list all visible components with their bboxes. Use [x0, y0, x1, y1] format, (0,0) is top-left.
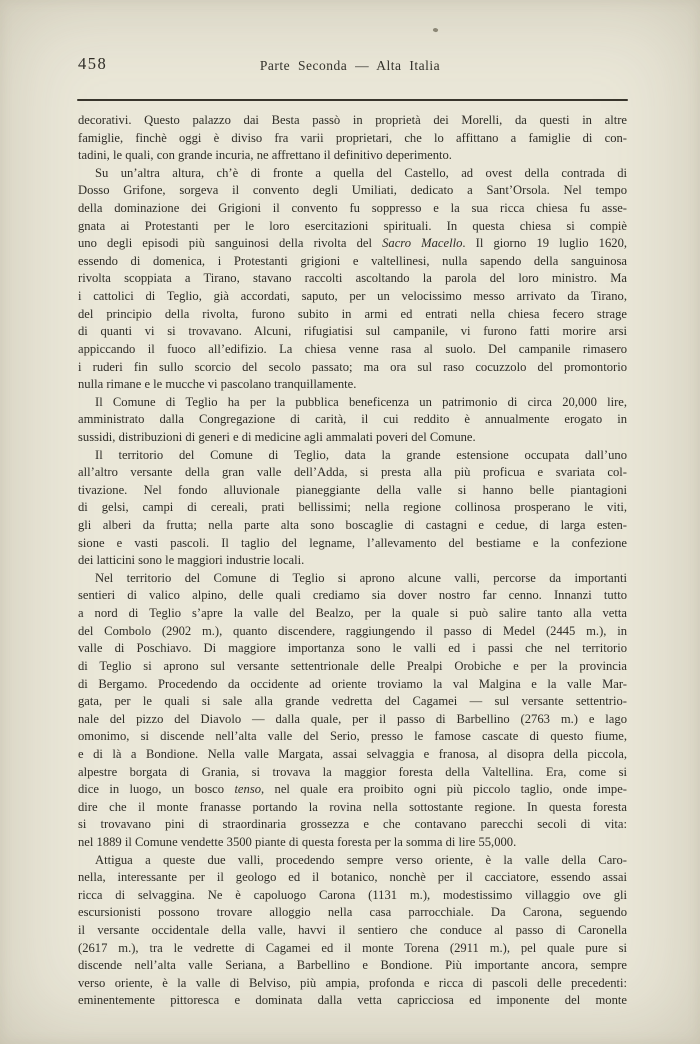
text-line: valle di Poschiavo. Di maggiore importanza sono le valli ed i passi che nel territorio	[78, 641, 627, 656]
text-line: (2617 m.), tra le vedrette di Cagamei ed il monte Torena (2911 m.), pel quale pure si	[78, 940, 627, 955]
text-line: appiccando il fuoco all’edifizio. La chiesa venne rasa al suolo. Del campanile rimasero	[78, 341, 627, 356]
text-line: discende nell’alta valle Seriana, a Barbellino e Bondione. Più importante ancora, sempre	[78, 958, 627, 973]
text-line: della dominazione dei Grigioni il convento fu soppresso e la sua ricca chiesa fu asse-	[78, 201, 627, 216]
text-line: del principio della rivolta, furono subito in armi ed entrati nella chiesa fecero strage	[78, 306, 627, 321]
text-line: essendo di domenica, i Protestanti grigioni e valtellinesi, nulla sapendo della sanguinosa	[78, 253, 627, 268]
text-line: Il Comune di Teglio ha per la pubblica beneficenza un patrimonio di circa 20,000 lire,	[95, 394, 627, 409]
text-line: omonimo, si discende nell’alta valle del Serio, presso le famose cascate di questo fiume,	[78, 729, 627, 744]
text-line: all’altro versante della gran valle dell’Adda, si presta alla più proficua e svariata col-	[78, 465, 627, 480]
text-body	[78, 112, 627, 1010]
text-line: si trovavano pini di straordinaria grossezza e che contavano parecchi secoli di vita:	[78, 817, 627, 832]
paragraph	[78, 394, 627, 447]
text-line: sussidi, distribuzioni di generi e di medicine agli ammalati poveri del Comune.	[78, 429, 476, 444]
text-line: Su un’altra altura, ch’è di fronte a quella del Castello, ad ovest della contrada di	[95, 165, 627, 180]
text-line: Dosso Grifone, sorgeva il convento degli Umiliati, dedicato a Sant’Orsola. Nel tempo	[78, 183, 627, 198]
text-line: i cattolici di Teglio, già accordati, saputo, per un velocissimo messo arrivato da Tirano,	[78, 289, 627, 304]
text-line: i ruderi fin sullo scorcio del secolo passato; ma ora sul raso cocuzzolo del promontorio	[78, 359, 627, 374]
text-line: Il territorio del Comune di Teglio, data la grande estensione occupata dall’uno	[95, 447, 627, 462]
text-line: tadini, le quali, con grande incuria, ne affrettano il definitivo deperimento.	[78, 148, 452, 163]
text-line: e di là a Bondione. Nella valle Margata, assai selvaggia e franosa, al disopra della piccola,	[78, 746, 627, 761]
text-line: di gelsi, campi di cereali, prati bellissimi; nella regione collinosa prosperano le viti,	[78, 500, 627, 515]
text-line: a nord di Teglio s’apre la valle del Bealzo, per la quale si può salire tanto alla vetta	[78, 606, 627, 621]
text-line: sione e vasti pascoli. Il taglio del legname, l’allevamento del bestiame e la confezione	[78, 535, 627, 550]
running-header-title: Parte Seconda — Alta Italia	[259, 58, 441, 73]
text-line: tivazione. Nel fondo alluvionale pianeggiante della valle si hanno belle piantagioni	[78, 482, 627, 497]
text-line: famiglie, finchè oggi è diviso fra varii proprietari, che lo affittano a famiglie di con-	[78, 130, 627, 145]
text-line: del Combolo (2902 m.), quanto discendere, raggiungendo il passo di Medel (2445 m.), in	[78, 623, 627, 638]
text-line: uno degli episodi più sanguinosi della rivolta del Sacro Macello. Il giorno 19 luglio 1620,	[78, 236, 628, 251]
paragraph	[78, 165, 627, 394]
paragraph	[78, 852, 627, 1010]
scan-speck-artifact	[432, 27, 438, 33]
text-line: nulla rimane e le mucche vi pascolano tranquillamente.	[78, 377, 357, 392]
text-line: alpestre borgata di Grania, si trovava la maggior foresta della Valtellina. Era, come si	[78, 764, 627, 779]
text-line: nella, interessante per il geologo ed il botanico, nonchè per il cacciatore, essendo assai	[78, 870, 627, 885]
text-line: il versante occidentale della valle, havvi il sentiero che conduce al passo di Caronella	[78, 923, 627, 938]
text-line: di quanti vi si trovavano. Alcuni, rifugiatisi sul campanile, vi furono fatti morire arsi	[78, 324, 627, 339]
text-line: escursionisti possono trovare alloggio nella casa parrocchiale. Da Carona, seguendo	[78, 905, 627, 920]
text-line: di Teglio si aprono sul versante settentrionale delle Prealpi Orobiche e per la provincia	[78, 658, 627, 673]
text-line: dei latticini sono le maggiori industrie locali.	[78, 553, 305, 568]
text-line: ricca di selvaggina. Ne è capoluogo Carona (1131 m.), modestissimo villaggio ove gli	[78, 887, 627, 902]
paragraph	[78, 112, 627, 165]
text-line: eminentemente pittoresca e dominata dalla vetta capricciosa ed imponente del monte	[78, 993, 627, 1008]
text-line: gnata ai Protestanti per le loro esercitazioni spirituali. In questa chiesa si compiè	[78, 218, 627, 233]
text-line: amministrato dalla Congregazione di carità, il cui reddito è annualmente erogato in	[78, 412, 627, 427]
text-line: rivolta scoppiata a Tirano, stavano raccolti ascoltando la parola del loro ministro. Ma	[78, 271, 627, 286]
text-line: nale del pizzo del Diavolo — dalla quale, per il passo di Barbellino (2763 m.) e lago	[78, 711, 627, 726]
text-line: di Bergamo. Procedendo da occidente ad oriente troviamo la val Malgina e la valle Mar-	[78, 676, 627, 691]
header-rule-divider	[77, 99, 628, 101]
text-line: sentieri di valico alpino, delle quali crediamo sia dover nostro far cenno. Innanzi tutto	[78, 588, 627, 603]
text-line: gli alberi da frutta; nella parte alta sono boscaglie di castagni e cedue, di larga esten-	[78, 518, 627, 533]
text-line: verso oriente, è la valle di Belviso, più ampia, profonda e ricca di pascoli delle precedenti:	[78, 975, 627, 990]
text-line: nel 1889 il Comune vendette 3500 piante di questa foresta per la somma di lire 55,000.	[78, 834, 517, 849]
text-line: gata, per le quali si sale alla grande vedretta del Cagamei — sul versante settentrio-	[78, 694, 627, 709]
text-line: Nel territorio del Comune di Teglio si aprono alcune valli, percorse da importanti	[95, 570, 627, 585]
paragraph	[78, 570, 627, 852]
page-number: 458	[78, 54, 108, 73]
text-line: Attigua a queste due valli, procedendo sempre verso oriente, è la valle della Caro-	[95, 852, 627, 867]
text-line: dire che il monte franasse portando la rovina nella sottostante regione. In questa foresta	[78, 799, 627, 814]
text-line: dice in luogo, un bosco tenso, nel quale era proibito ogni più piccolo taglio, onde impe-	[78, 782, 628, 797]
text-line: decorativi. Questo palazzo dai Besta passò in proprietà dei Morelli, da questi in altre	[78, 113, 627, 127]
paragraph	[78, 447, 627, 570]
